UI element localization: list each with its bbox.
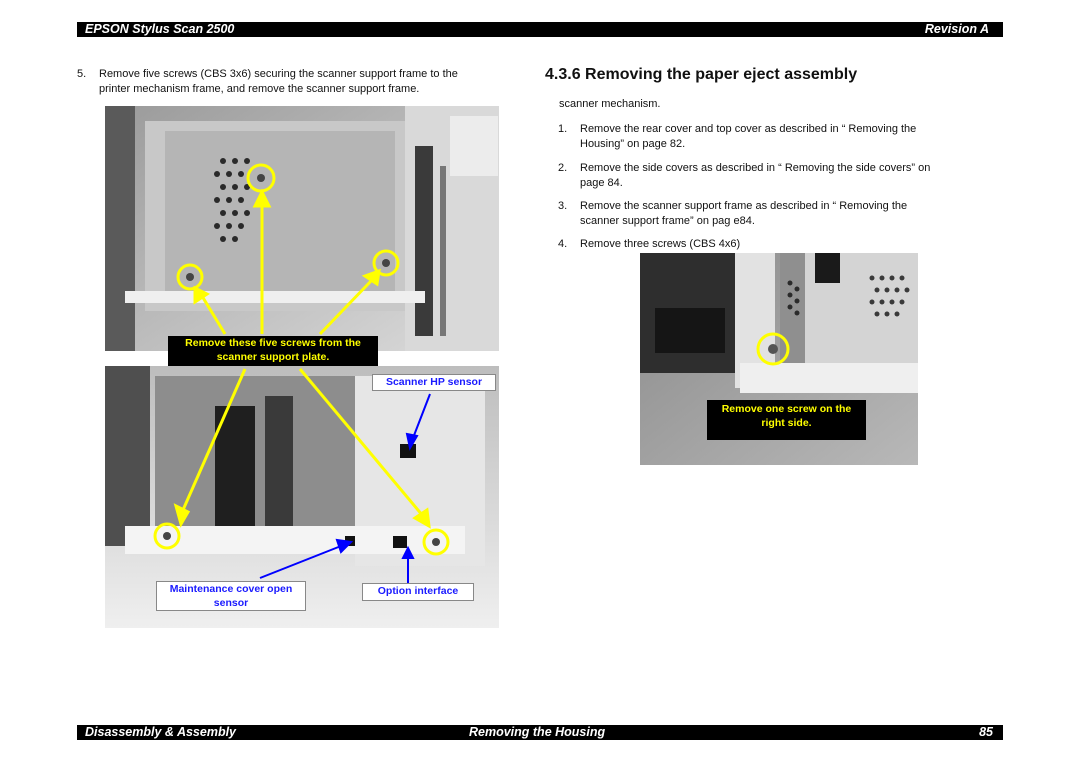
- step-2: [558, 161, 998, 193]
- step-5-line-1: Remove five screws (CBS 3x6) securing the scanner support frame to the: [99, 68, 458, 80]
- footer-chapter: Disassembly & Assembly: [85, 725, 237, 739]
- step-4-number: 4.: [558, 238, 568, 250]
- step-2-line-2: page 84.: [580, 177, 623, 189]
- step-1-number: 1.: [558, 123, 568, 135]
- step-4-line-1: Remove three screws (CBS 4x6): [580, 238, 741, 250]
- intro-text: scanner mechanism.: [559, 98, 661, 110]
- header-product-title: EPSON Stylus Scan 2500: [85, 22, 235, 36]
- scanner-support-frame-photo: [105, 106, 499, 628]
- step-4: [558, 237, 998, 253]
- scanner-support-frame-illustration: [105, 106, 499, 628]
- one-screw-callout-line-2: right side.: [761, 417, 812, 429]
- five-screws-callout: [168, 336, 378, 366]
- section-title: 4.3.6 Removing the paper eject assembly: [545, 66, 858, 83]
- five-screws-callout-line-1: Remove these five screws from the: [185, 337, 361, 349]
- maintenance-sensor-line-1: Maintenance cover open: [169, 583, 293, 595]
- step-2-line-1: Remove the side covers as described in “ Removing the side covers” on: [580, 162, 931, 174]
- header-revision: Revision A: [924, 22, 989, 36]
- step-3-line-1: Remove the scanner support frame as described in “ Removing the: [580, 200, 908, 212]
- header-bar: [77, 22, 1003, 37]
- maintenance-sensor-line-2: sensor: [213, 597, 249, 609]
- step-5-line-2: printer mechanism frame, and remove the scanner support frame.: [99, 83, 420, 95]
- five-screws-callout-line-2: scanner support plate.: [216, 351, 330, 363]
- one-screw-callout: [707, 400, 866, 440]
- step-3-number: 3.: [558, 200, 568, 212]
- footer-bar: [77, 725, 1003, 740]
- step-1-line-2: Housing” on page 82.: [580, 138, 686, 150]
- step-3-line-2: scanner support frame” on pag e84.: [580, 215, 755, 227]
- option-interface-label: Option interface: [362, 583, 474, 601]
- scanner-hp-sensor-label: Scanner HP sensor: [372, 374, 496, 391]
- step-5: [77, 67, 527, 99]
- footer-section: Removing the Housing: [469, 725, 606, 739]
- maintenance-cover-sensor-label: [156, 581, 306, 611]
- step-3: [558, 199, 998, 231]
- one-screw-callout-line-1: Remove one screw on the: [721, 403, 852, 415]
- step-1: [558, 122, 998, 154]
- step-2-number: 2.: [558, 162, 568, 174]
- step-1-line-1: Remove the rear cover and top cover as described in “ Removing the: [580, 123, 917, 135]
- footer-page-number: 85: [979, 725, 993, 739]
- step-5-number: 5.: [77, 68, 87, 80]
